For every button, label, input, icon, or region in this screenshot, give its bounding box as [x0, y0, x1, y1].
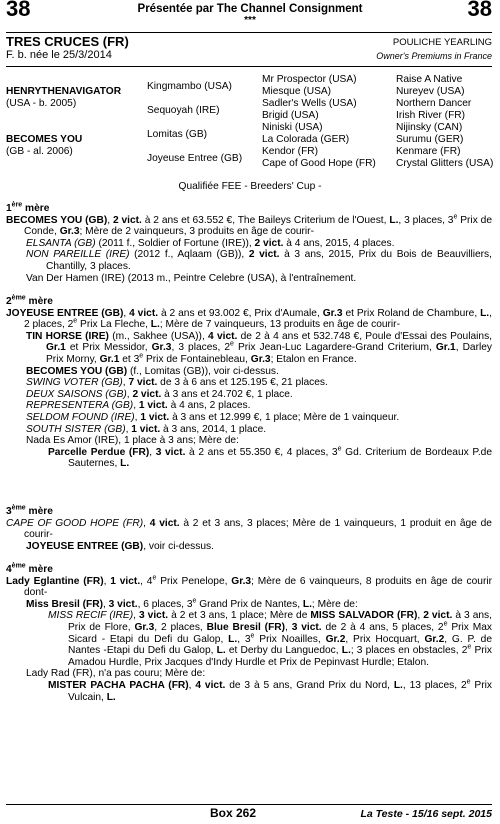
owner-premium: Owner's Premiums in France [376, 51, 492, 61]
dam-block [6, 134, 82, 158]
gen2-1: Sequoyah (IRE) [147, 105, 220, 116]
lot-number-left: 38 [6, 0, 31, 21]
gen3-0: Mr Prospector (USA) [262, 74, 357, 85]
gen4-2: Northern Dancer [396, 98, 472, 109]
gen2-0: Kingmambo (USA) [147, 81, 232, 92]
gen2-2: Lomitas (GB) [147, 129, 208, 140]
consignor-stars: *** [244, 15, 256, 26]
horse-birth: F. b. née le 25/3/2014 [6, 49, 112, 61]
fourth-dam-section: 4ème mère Lady Eglantine (FR), 1 vict., 4e Prix Penelope, Gr.3; Mère de 6 vainqueurs, 8 produits en âge de courir dont- Miss Bresil (FR), 3 vict., 6 places, 3e Grand Prix de Nantes, L.; Mère de: MISS RECIF (IRE), 3 vict. à 2 et 3 ans, 1 place; Mère de MISS SALVADOR (FR), 2 vict. à 3 ans, Prix de Flore, Gr.3, 2 places, Blue Bresil (FR), 3 vict. de 2 à 4 ans, 5 places, 2e Prix Max Sicard - Etapi du Defi du Galop, L., 3e Prix Noailles, Gr.2, Prix Hocquart, Gr.2, G. P. de Nantes -Etapi du Defi du Galop, L. et Derby du Languedoc, L.; 3 places en obstacles, 2e Prix Amadou Hurdle, Prix Jacques d'Indy Hurdle et Prix de Pepinvast Hurdle; Etalon. Lady Rad (FR), n'a pas couru; Mère de: MISTER PACHA PACHA (FR), 4 vict. de 3 à 5 ans, Grand Prix du Nord, L., 13 places, 2e Prix Vulcain, L. [6, 562, 493, 703]
dam-info: (GB - al. 2006) [6, 146, 73, 157]
footer-rule [6, 804, 492, 805]
gen4-3: Irish River (FR) [396, 110, 466, 121]
fourth-dam-heading: 4ème mère [6, 562, 53, 575]
second-dam-section: 2ème mère JOYEUSE ENTREE (GB), 4 vict. à 2 ans et 93.002 €, Prix d'Aumale, Gr.3 et Prix Roland de Chambure, L., 2 places, 2e Prix La Fleche, L.; Mère de 7 vainqueurs, 13 produits en âge de courir- TIN HORSE (IRE) (m., Sakhee (USA)), 4 vict. de 2 à 4 ans et 532.748 €, Poule d'Essai des Poulains, Gr.1 et Prix Messidor, Gr.3, 3 places, 2e Prix Jean-Luc Lagardere-Grand Criterium, Gr.1, Darley Prix Morny, Gr.1 et 3e Prix de Fontainebleau, Gr.3; Etalon en France. BECOMES YOU (GB) (f., Lomitas (GB)), voir ci-dessus. SWING VOTER (GB), 7 vict. de 3 à 6 ans et 125.195 €, 21 places. DEUX SAISONS (GB), 2 vict. à 3 ans et 24.702 €, 1 place. REPRESENTERA (GB), 1 vict. à 4 ans, 2 places. SELDOM FOUND (IRE), 1 vict. à 3 ans et 12.999 €, 1 place; Mère de 1 vainqueur. SOUTH SISTER (GB), 1 vict. à 3 ans, 2014, 1 place. Nada Es Amor (IRE), 1 place à 3 ans; Mère de: Parcelle Perdue (FR), 3 vict. à 2 ans et 55.350 €, 4 places, 3e Gd. Criterium de Bordeaux P.de Sauternes, L. [6, 294, 493, 470]
gen4-5: Surumu (GER) [396, 134, 464, 145]
first-dam-heading: 1ère mère [6, 201, 50, 214]
gen3-4: Niniski (USA) [262, 122, 323, 133]
consignor-name: Présentée par The Channel Consignment [137, 3, 363, 15]
first-dam-section: 1ère mère BECOMES YOU (GB), 2 vict. à 2 ans et 63.552 €, The Baileys Criterium de l'Ouest, L., 3 places, 3e Prix de Conde, Gr.3; Mère de 2 vainqueurs, 3 produits en âge de courir- ELSANTA (GB) (2011 f., Soldier of Fortune (IRE)), 2 vict. à 4 ans, 2015, 4 places. NON PAREILLE (IRE) (2012 f., Aqlaam (GB)), 2 vict. à 3 ans, 2015, Prix du Bois de Beauvilliers, Chantilly, 3 places. Van Der Hamen (IRE) (2013 m., Peintre Celebre (USA), à l'entraînement. [6, 201, 492, 284]
horse-category: POULICHE YEARLING [392, 37, 492, 48]
sire-info: (USA - b. 2005) [6, 98, 77, 109]
gen4-list [396, 74, 493, 170]
third-dam-heading: 3ème mère [6, 504, 53, 517]
gen4-0: Raise A Native [396, 74, 463, 85]
sire-name: HENRYTHENAVIGATOR [6, 86, 122, 97]
consignor-title [0, 0, 500, 26]
gen4-7: Crystal Glitters (USA) [396, 158, 494, 169]
gen3-2: Sadler's Wells (USA) [262, 98, 357, 109]
gen3-1: Miesque (USA) [262, 86, 332, 97]
gen4-6: Kenmare (FR) [396, 146, 461, 157]
pedigree-rule [6, 66, 492, 67]
gen3-3: Brigid (USA) [262, 110, 319, 121]
header-rule [6, 32, 492, 33]
gen3-7: Cape of Good Hope (FR) [262, 158, 376, 169]
gen3-5: La Colorada (GER) [262, 134, 350, 145]
gen2-3: Joyeuse Entree (GB) [147, 153, 243, 164]
third-dam-section: 3ème mère CAPE OF GOOD HOPE (FR), 4 vict. à 2 et 3 ans, 3 places; Mère de 1 vainqueurs, 1 produit en âge de courir- JOYEUSE ENTREE (GB), voir ci-dessus. [6, 504, 492, 552]
gen3-6: Kendor (FR) [262, 146, 319, 157]
gen3-list [262, 74, 376, 170]
dam-name: BECOMES YOU [6, 134, 83, 145]
gen4-4: Nijinsky (CAN) [396, 122, 463, 133]
sale-name: La Teste - 15/16 sept. 2015 [360, 808, 492, 820]
lot-number-right: 38 [467, 0, 492, 21]
sire-block [6, 86, 121, 110]
qualification: Qualifiée FEE - Breeders' Cup - [178, 181, 322, 192]
gen4-1: Nureyev (USA) [396, 86, 465, 97]
box-number: Box 262 [210, 806, 257, 820]
second-dam-heading: 2ème mère [6, 294, 53, 307]
horse-name: TRES CRUCES (FR) [6, 34, 129, 49]
